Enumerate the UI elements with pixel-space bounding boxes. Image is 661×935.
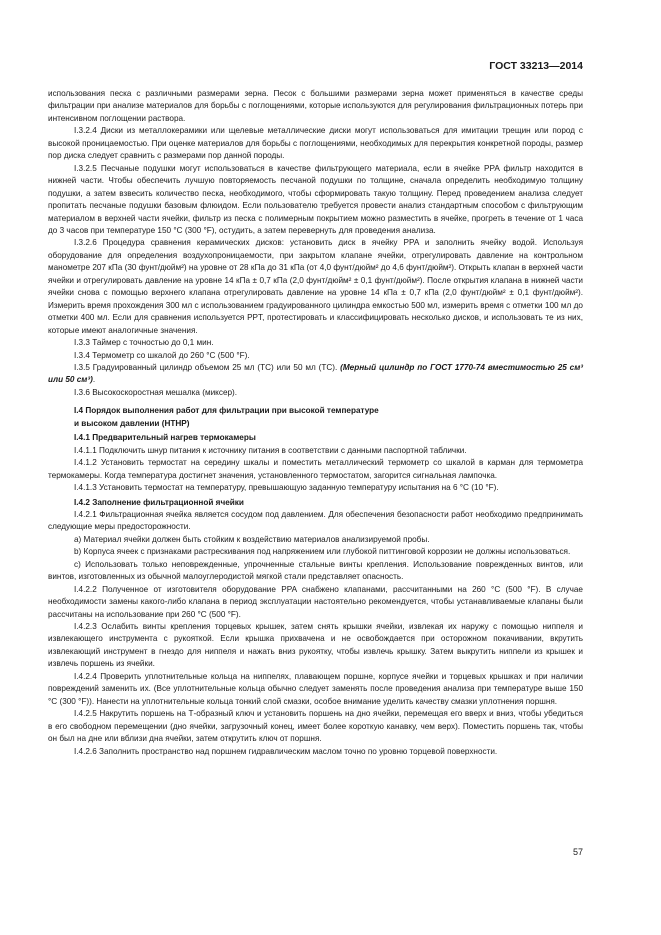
section-heading-i4	[48, 405, 583, 430]
section-heading-i4-line2: и высоком давлении (HTHP)	[74, 418, 190, 428]
paragraph-i324: I.3.2.4 Диски из металлокерамики или щелевые металлические диски могут использоваться для имитации трещин или пород с высокой проницаемостью. При оценке материалов для борьбы с поглощениями, необходимых для перекрытия конкретной породы, размер пор диска следует сравнить с размерами пор данной породы.	[48, 126, 583, 161]
paragraph-i411: I.4.1.1 Подключить шнур питания к источнику питания в соответствии с данными паспортной таблички.	[74, 445, 467, 455]
paragraph-i421: I.4.2.1 Фильтрационная ячейка является сосудом под давлением. Для обеспечения безопасности работ необходимо предпринимать следующие меры предосторожности.	[48, 509, 583, 532]
i35-text: I.3.5 Градуированный цилиндр объемом 25 мл (ТС) или 50 мл (ТС).	[74, 362, 341, 372]
paragraph-i34: I.3.4 Термометр со шкалой до 260 °С (500 °F).	[74, 350, 250, 360]
paragraph-i35	[48, 362, 583, 387]
paragraph-i412: I.4.1.2 Установить термостат на середину шкалы и поместить металлический термометр со шкалой в карман для термометра термокамеры. Когда температура достигнет значения, установленного термостатом, загорится сигнальная лампочка.	[48, 458, 583, 480]
subheading-i42: I.4.2 Заполнение фильтрационной ячейки	[74, 497, 244, 507]
paragraph-i426: I.4.2.6 Заполнить пространство над поршнем гидравлическим маслом точно по уровню торцевой поверхности.	[74, 746, 498, 756]
paragraph-i325: I.3.2.5 Песчаные подушки могут использоваться в качестве фильтрующего материала, если в ячейке PPA фильтр находится в нижней части. Чтобы обеспечить лучшую повторяемость песчаной подушки по толщине, сначала определить необходимую толщину подушки, а затем взвесить количество песка, необходимого, чтобы сформировать такую толщину. Перед проведением анализа следует пропитать песчаные подушки базовым флюидом. Если пользователю требуется провести анализ стандартным способом с фильтрующим материалом в верхней части ячейки, фильтр из песка с полимерным покрытием можно разместить в ячейке, прогреть в течение от 1 часа до 3 часов при температуре 150 °С (300 °F), остудить, а затем перевернуть для проведения анализа.	[48, 163, 583, 235]
section-heading-i4-line1: I.4 Порядок выполнения работ для фильтрации при высокой температуре	[74, 406, 379, 416]
paragraph-i413: I.4.1.3 Установить термостат на температуру, превышающую заданную температуру испытания на 6 °С (10 °F).	[74, 483, 499, 493]
paragraph-i326: I.3.2.6 Процедура сравнения керамических дисков: установить диск в ячейку PPA и заполнить ячейку водой. Используя оборудование для определения воздухопроницаемости, при закрытом клапане ячейки, отрегулировать давление на контрольном манометре 207 кПа (30 фунт/дюйм²) на уровне от 28 кПа до 31 кПа (от 4,0 фунт/дюйм² до 4,6 фунт/дюйм²). Открыть клапан в верхней части ячейки и отрегулировать давление на уровне 14 кПа ± 0,7 кПа (2,0 фунт/дюйм² ± 0,1 фунт/дюйм²). После открытия клапана в нижней части ячейки снова с помощью верхнего клапана отрегулировать давление на уровне 14 кПа ± 0,7 кПа (2,0 фунт/дюйм² ± 0,1 фунт/дюйм²). Измерить время прохождения 300 мл с использованием градуированного цилиндра емкостью 500 мл, измерить время с отметки 100 мл до отметки 400 мл. Если для сравнения используется PPT, протестировать и классифицировать несколько дисков, и использовать те из них, которые имеют аналогичные значения.	[48, 238, 583, 335]
paragraph-continuation: использования песка с различными размерами зерна. Песок с большими размерами зерна может применяться в качестве среды фильтрации при анализе материалов для борьбы с поглощениями, которые используются для регулирования фильтрационных потерь при интенсивном поглощении раствора.	[48, 89, 583, 123]
document-body	[48, 88, 583, 758]
paragraph-i36: I.3.6 Высокоскоростная мешалка (миксер).	[74, 387, 238, 397]
i35-national-note: (Мерный цилиндр по ГОСТ 1770-74 вместимостью 25 см³ или 50 см³)	[48, 362, 583, 385]
i35-tail: .	[92, 375, 96, 385]
paragraph-i33: I.3.3 Таймер с точностью до 0,1 мин.	[74, 338, 214, 348]
list-item-c: с) Использовать только неповрежденные, упрочненные стальные винты крепления. Использование поврежденных винтов, или винтов, изготовленных из обычной малоуглеродистой мягкой стали представляет опасность.	[48, 559, 583, 582]
list-item-a: а) Материал ячейки должен быть стойким к воздействию материалов анализируемой пробы.	[74, 534, 430, 544]
list-item-b: b) Корпуса ячеек с признаками растрескивания под напряжением или глубокой питтинговой коррозии не должны использоваться.	[74, 547, 571, 557]
document-code-header: ГОСТ 33213—2014	[489, 60, 583, 72]
subheading-i41: I.4.1 Предварительный нагрев термокамеры	[74, 433, 256, 443]
paragraph-i424: I.4.2.4 Проверить уплотнительные кольца на ниппелях, плавающем поршне, корпусе ячейки и торцевых крышках и при наличии повреждений заменить их. (Все уплотнительные кольца обычно следует заменять после проведения анализа при температуре выше 150 °С (300 °F)). Нанести на уплотнительные кольца тонкий слой смазки, особое внимание уделить качеству смазки уплотнения поршня.	[48, 671, 583, 706]
paragraph-i423: I.4.2.3 Ослабить винты крепления торцевых крышек, затем снять крышки ячейки, извлекая их наружу с помощью ниппеля и извлекающего инструмента с рукояткой. Если крышка прихвачена и не освобождается при осторожном покачивании, вкрутить извлекающий инструмент в гнездо для ниппеля и нажать вниз рукоятку, чтобы извлечь крышку. Затем выкрутить ниппели из крышек и извлечь поршень из ячейки.	[48, 622, 583, 669]
paragraph-i425: I.4.2.5 Накрутить поршень на Т-образный ключ и установить поршень на дно ячейки, перемещая его вверх и вниз, чтобы убедиться в его свободном перемещении (дно ячейки, загрузочный конец, имеет более короткую канавку, чем верх). Поместить поршень так, чтобы он был на дне или вблизи дна ячейки, затем открутить ключ от поршня.	[48, 709, 583, 744]
paragraph-i422: I.4.2.2 Полученное от изготовителя оборудование PPA снабжено клапанами, рассчитанными на 260 °С (500 °F). В случае необходимости замены какого-либо клапана в период эксплуатации настоятельно рекомендуется, чтобы устанавливаемые клапаны были рассчитаны на использование при 260 °С (500 °F).	[48, 584, 583, 619]
page-number: 57	[572, 847, 583, 857]
